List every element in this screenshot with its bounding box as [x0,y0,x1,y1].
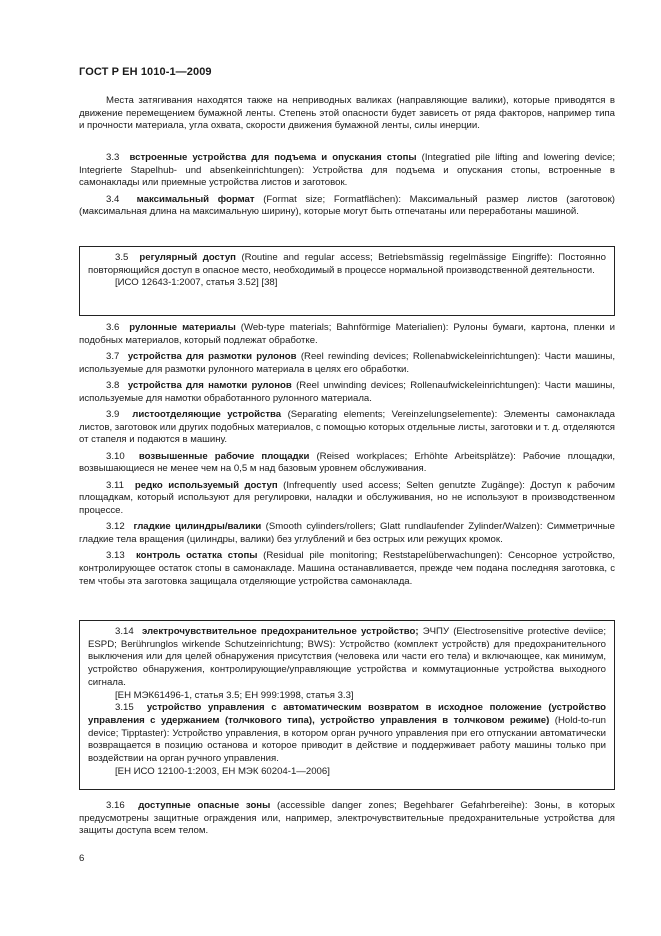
definition-3-9: 3.9 листоотделяющие устройства (Separating elements; Vereinzelungselemente): Элементы самонаклада листов, заготовок или других подобных материалов, с помощью которых отдельные листы, заготовки и т. д. отделяются от стапеля и подаются в машину. [79,409,615,446]
definition-3-12: 3.12 гладкие цилиндры/валики (Smooth cylinders/rollers; Glatt rundlaufender Zylinder/Walzen): Симметричные гладкие тела вращения (цилиндры, валики) без углублений и без острых или режущих кромок. [79,521,615,546]
definition-3-3: 3.3 встроенные устройства для подъема и опускания стопы (Integratied pile lifting and lowering device; Integrierte Stapelhub- und absenkeinrichtungen): Устройства для подъема и опускания стопы, встроенные в самонаклады или приемные устройства листов и заготовок. [79,152,615,189]
reference-3-15: [ЕН ИСО 12100-1:2003, ЕН МЭК 60204-1—2006] [115,765,330,777]
definitions-block-2 [79,322,615,589]
intro-section [79,95,615,133]
definitions-block-1 [79,152,615,219]
definition-3-6: 3.6 рулонные материалы (Web-type materials; Bahnförmige Materialien): Рулоны бумаги, картона, пленки и подобных материалов, который подлежат обработке. [79,322,615,346]
definition-3-13: 3.13 контроль остатка стопы (Residual pile monitoring; Reststapelüberwachungen): Сенсорное устройство, контролирующее остаток стопы в самонакладе. Машина останавливается, прежде чем подана последняя заготовка, с тем чтобы эта заготовка защищала отделяющие устройства самонаклада. [79,550,615,587]
reference-3-14: [ЕН МЭК61496-1, статья 3.5; ЕН 999:1998, статья 3.3] [115,689,354,701]
boxed-definition-3-5 [79,246,615,316]
definition-3-14: 3.14 электрочувствительное предохранительное устройство; ЭЧПУ (Electrosensitive protective deviice; ESPD; Berührunglos wirkende Schutzeinrichtung; BWS): Устройство (комплект устройств) для предохранительного выключения или для целей обнаружения присутствия (человека или части его тела) и включающее, как минимум, устройство обнаружения, контролирующие/управляющие устройства и коммутационные устройства выходного сигнала. [88,626,606,688]
definitions-block-3 [79,800,615,838]
definition-3-11: 3.11 редко используемый доступ (Infrequently used access; Selten genutzte Zugänge): Доступ к рабочим площадкам, который используют для регулировки, наладки и обслуживания, но не используют в производственном процессе. [79,479,616,517]
page-number: 6 [79,853,85,864]
definition-3-16: 3.16 доступные опасные зоны (accessible danger zones; Begehbarer Gefahrbereihe): Зоны, в которых предусмотрены защитные ограждения или, например, электрочувствительные предохранительные устройства для защиты доступа всем телом. [79,800,615,837]
definition-3-5: 3.5 регулярный доступ (Routine and regular access; Betriebsmässig regelmässige Eingriffe): Постоянно повторяющийся доступ в опасное место, необходимый в процессе нормальной производственной деятельности. [88,252,606,276]
document-header: ГОСТ Р ЕН 1010-1—2009 [79,66,212,78]
definition-3-7: 3.7 устройства для размотки рулонов (Reel rewinding devices; Rollenabwickeleinrichtungen): Части машины, используемые для размотки рулонного материала в целях его обработки. [79,351,615,375]
intro-paragraph: Места затягивания находятся также на неприводных валиках (направляющие валики), которые приводятся в движение перемещением бумажной ленты. Степень этой опасности будет зависеть от ряда факторов, например типа и прочности материала, угла охвата, скорости движения бумажной ленты, силы инерции. [79,95,615,132]
definition-3-8: 3.8 устройства для намотки рулонов (Reel unwinding devices; Rollenaufwickeleinrichtungen): Части машины, используемые для намотки обработанного рулонного материала. [79,380,615,404]
definition-3-4: 3.4 максимальный формат (Format size; Formatflächen): Максимальный размер листов (заготовок) (максимальная длина на максимальную ширину), которые могут быть отпечатаны или переработаны машиной. [79,193,615,218]
reference-3-5: [ИСО 12643-1:2007, статья 3.52] [38] [115,277,278,289]
definition-3-10: 3.10 возвышенные рабочие площадки (Reised workplaces; Erhöhte Arbeitsplätze): Рабочие площадки, возвышающиеся не менее чем на 0,5 м над базовым уровнем обслуживания. [79,450,615,475]
definition-3-15: 3.15 устройство управления с автоматическим возвратом в исходное положение (устройство управления с удержанием (толчкового типа), устройство управления в толчковом режиме) (Hold-to-run device; Tipptaster): Устройство управления, в котором орган ручного управления при его отпускании автоматически возвращается в позицию останова и которое приводит в действие и поддерживает работу машины только при воздействии на орган ручного управления. [88,702,606,765]
boxed-definitions-3-14-3-15 [79,620,615,790]
